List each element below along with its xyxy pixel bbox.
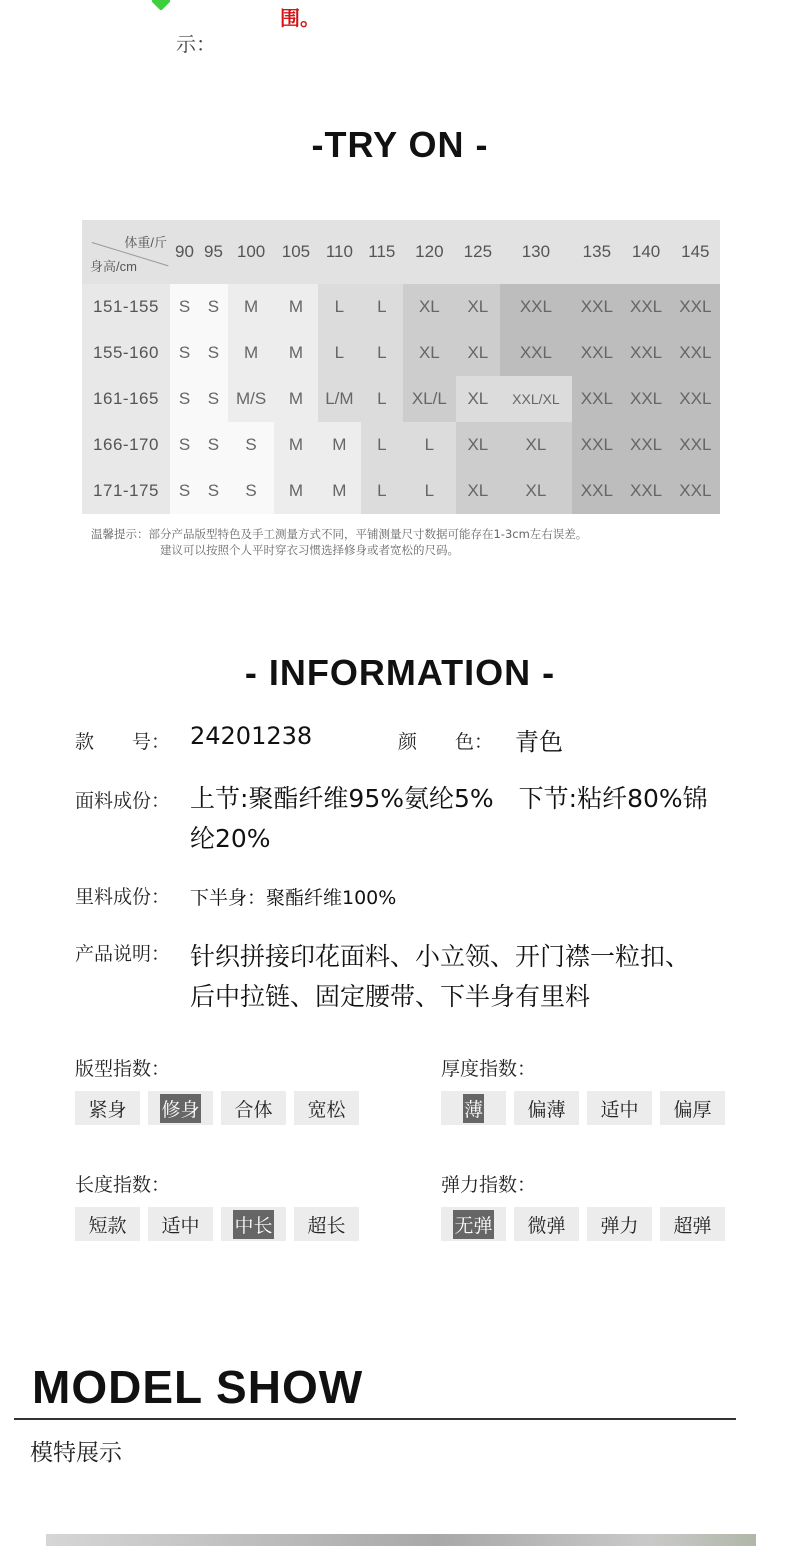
fabric-value: [190, 779, 708, 859]
size-cell: XL: [403, 284, 457, 330]
size-cell: S: [228, 468, 274, 514]
thickness-index-title: 厚度指数：: [441, 1058, 537, 1080]
size-cell: XL: [456, 284, 499, 330]
height-label: 155-160: [82, 330, 170, 376]
model-show-title: MODEL SHOW: [32, 1361, 364, 1413]
fabric-line2: 纶20%: [190, 824, 271, 853]
fit-option: [221, 1091, 286, 1125]
description-line2: 后中拉链、固定腰带、下半身有里料: [190, 982, 591, 1011]
elastic-option-label: 微弹: [527, 1214, 566, 1237]
length-index-title: 长度指数：: [75, 1174, 171, 1196]
length-option: [75, 1207, 140, 1241]
size-cell: XXL/XL: [500, 376, 573, 422]
size-cell: XXL: [621, 330, 670, 376]
size-cell: XXL: [671, 284, 720, 330]
size-note-line2: 建议可以按照个人平时穿衣习惯选择修身或者宽松的尺码。: [160, 543, 459, 557]
size-cell: M: [274, 422, 317, 468]
thickness-option: [587, 1091, 652, 1125]
height-label: 161-165: [82, 376, 170, 422]
thickness-option-label: 偏薄: [527, 1098, 566, 1121]
size-cell: S: [170, 284, 199, 330]
elastic-option-label: 超弹: [673, 1214, 712, 1237]
size-cell: S: [199, 284, 228, 330]
fabric-label: 面料成份：: [75, 790, 171, 812]
size-cell: L: [403, 422, 457, 468]
size-cell: XXL: [671, 422, 720, 468]
elastic-option: [660, 1207, 725, 1241]
size-cell: XXL: [671, 330, 720, 376]
size-cell: XXL: [572, 376, 621, 422]
size-cell: XXL: [500, 330, 573, 376]
size-cell: M: [274, 376, 317, 422]
thickness-index-options: [441, 1091, 725, 1125]
elastic-option-label: 弹力: [600, 1214, 639, 1237]
size-cell: S: [228, 422, 274, 468]
thickness-option-label: 适中: [600, 1098, 639, 1121]
fit-option: [294, 1091, 359, 1125]
thickness-option-label: 偏厚: [673, 1098, 712, 1121]
weight-header: 100: [228, 220, 274, 284]
size-note-line1: 温馨提示：部分产品版型特色及手工测量方式不同，平铺测量尺寸数据可能存在1-3cm左右误差。: [91, 527, 588, 541]
length-option-label: 中长: [233, 1210, 273, 1239]
size-table: [82, 220, 720, 514]
length-index-options: [75, 1207, 359, 1241]
length-option: [294, 1207, 359, 1241]
size-cell: L: [403, 468, 457, 514]
green-marker-icon: [151, 0, 171, 11]
size-table-corner: [82, 220, 170, 284]
size-cell: L: [361, 422, 403, 468]
elastic-option: [441, 1207, 506, 1241]
fit-option-label: 宽松: [307, 1098, 346, 1121]
length-option: [221, 1207, 286, 1241]
thickness-option: [514, 1091, 579, 1125]
weight-header: 105: [274, 220, 317, 284]
thickness-option: [441, 1091, 506, 1125]
fit-option: [148, 1091, 213, 1125]
length-option-label: 适中: [161, 1214, 200, 1237]
thickness-option-label: 薄: [463, 1094, 484, 1123]
thickness-option: [660, 1091, 725, 1125]
size-cell: L: [318, 330, 361, 376]
size-cell: XL/L: [403, 376, 457, 422]
size-cell: XXL: [621, 422, 670, 468]
size-cell: XXL: [621, 468, 670, 514]
size-row: [82, 330, 720, 376]
corner-weight-label: 体重/斤: [124, 235, 167, 250]
size-cell: S: [199, 422, 228, 468]
try-on-heading: -TRY ON -: [311, 124, 489, 165]
size-cell: XL: [456, 422, 499, 468]
size-cell: S: [170, 422, 199, 468]
height-label: 151-155: [82, 284, 170, 330]
size-cell: L: [318, 284, 361, 330]
size-cell: M: [228, 330, 274, 376]
size-cell: XL: [500, 422, 573, 468]
size-cell: XXL: [500, 284, 573, 330]
size-cell: L: [361, 468, 403, 514]
fit-option-label: 修身: [160, 1094, 200, 1123]
elastic-option: [587, 1207, 652, 1241]
description-label: 产品说明：: [75, 943, 171, 965]
size-cell: L/M: [318, 376, 361, 422]
color-value: 青色: [515, 728, 563, 756]
size-cell: M: [318, 468, 361, 514]
size-row: [82, 284, 720, 330]
weight-header: 115: [361, 220, 403, 284]
fit-option: [75, 1091, 140, 1125]
size-cell: XXL: [572, 422, 621, 468]
size-cell: S: [199, 330, 228, 376]
size-cell: L: [361, 376, 403, 422]
size-row: [82, 468, 720, 514]
weight-header: 140: [621, 220, 670, 284]
size-cell: L: [361, 284, 403, 330]
fit-index-options: [75, 1091, 359, 1125]
red-text-fragment: 围。: [280, 6, 320, 30]
size-cell: M: [274, 284, 317, 330]
information-heading: - INFORMATION -: [244, 652, 556, 693]
size-cell: M/S: [228, 376, 274, 422]
height-label: 171-175: [82, 468, 170, 514]
size-cell: XL: [456, 330, 499, 376]
size-cell: M: [228, 284, 274, 330]
size-cell: XL: [403, 330, 457, 376]
height-label: 166-170: [82, 422, 170, 468]
weight-header: 110: [318, 220, 361, 284]
fabric-line1: 上节:聚酯纤维95%氨纶5% 下节:粘纤80%锦: [190, 784, 708, 813]
weight-header: 120: [403, 220, 457, 284]
lining-label: 里料成份：: [75, 886, 171, 908]
model-photo: [46, 1534, 756, 1546]
color-label: 颜 色：: [398, 731, 494, 753]
size-cell: S: [170, 330, 199, 376]
size-cell: XL: [456, 468, 499, 514]
fit-option-label: 合体: [234, 1098, 273, 1121]
elastic-index-options: [441, 1207, 725, 1241]
style-no-label: 款 号：: [75, 731, 171, 753]
description-line1: 针织拼接印花面料、小立领、开门襟一粒扣、: [190, 942, 691, 971]
length-option-label: 超长: [307, 1214, 346, 1237]
size-cell: S: [199, 376, 228, 422]
fit-option-label: 紧身: [88, 1098, 127, 1121]
size-cell: L: [361, 330, 403, 376]
fit-index-title: 版型指数：: [75, 1058, 171, 1080]
model-show-subtitle: 模特展示: [30, 1440, 122, 1466]
hint-fragment: 示：: [176, 32, 216, 56]
size-cell: XXL: [572, 468, 621, 514]
size-cell: XXL: [671, 468, 720, 514]
size-row: [82, 422, 720, 468]
size-cell: XXL: [671, 376, 720, 422]
weight-header: 90: [170, 220, 199, 284]
size-cell: XXL: [572, 284, 621, 330]
description-value: [190, 937, 690, 1017]
elastic-option-label: 无弹: [453, 1210, 493, 1239]
elastic-index-title: 弹力指数：: [441, 1174, 537, 1196]
style-no-value: 24201238: [190, 722, 313, 750]
size-note: [91, 526, 587, 558]
length-option-label: 短款: [88, 1214, 127, 1237]
size-cell: XXL: [572, 330, 621, 376]
weight-header: 125: [456, 220, 499, 284]
elastic-option: [514, 1207, 579, 1241]
size-cell: XXL: [621, 284, 670, 330]
lining-value: 下半身：聚酯纤维100%: [190, 887, 397, 909]
size-cell: XL: [500, 468, 573, 514]
corner-height-label: 身高/cm: [90, 258, 137, 274]
size-cell: XXL: [621, 376, 670, 422]
size-cell: XL: [456, 376, 499, 422]
size-cell: M: [318, 422, 361, 468]
model-show-divider: [14, 1418, 736, 1420]
size-cell: M: [274, 468, 317, 514]
size-row: [82, 376, 720, 422]
size-cell: S: [170, 376, 199, 422]
weight-header: 145: [671, 220, 720, 284]
size-cell: S: [170, 468, 199, 514]
weight-header: 95: [199, 220, 228, 284]
length-option: [148, 1207, 213, 1241]
size-cell: M: [274, 330, 317, 376]
size-cell: S: [199, 468, 228, 514]
weight-header: 135: [572, 220, 621, 284]
weight-header: 130: [500, 220, 573, 284]
size-table-header: [82, 220, 720, 284]
